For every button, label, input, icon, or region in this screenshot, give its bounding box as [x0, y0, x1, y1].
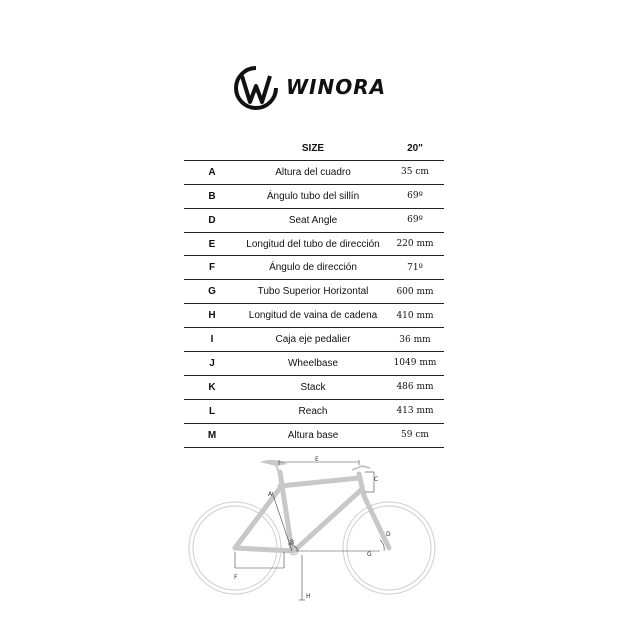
row-label: Longitud de vaina de cadena [248, 310, 378, 322]
table-row [184, 328, 444, 352]
row-key: K [208, 381, 216, 393]
row-key: B [208, 190, 216, 202]
table-row [184, 232, 444, 256]
label-f: F [234, 574, 238, 581]
table-header-row [184, 137, 444, 160]
label-a: A [268, 491, 273, 498]
row-value: 69º [407, 215, 423, 226]
row-value: 71º [407, 262, 423, 273]
brand-wordmark: WINORA [286, 75, 387, 99]
table-row [184, 304, 444, 328]
table-row [184, 375, 444, 399]
row-value: 1049 mm [393, 358, 437, 369]
row-label: Caja eje pedalier [275, 334, 351, 346]
row-label: Ángulo de dirección [269, 262, 357, 274]
label-d: D [386, 531, 391, 538]
table-row [184, 256, 444, 280]
row-label: Altura base [287, 429, 339, 441]
row-label: Seat Angle [288, 214, 338, 226]
row-value: 36 mm [399, 334, 431, 345]
row-key: D [208, 214, 216, 226]
label-b: B [290, 539, 295, 546]
row-value: 220 mm [396, 239, 434, 249]
row-label: Longitud del tubo de dirección [246, 238, 380, 250]
row-key: M [207, 429, 217, 441]
label-h: H [306, 593, 311, 600]
row-value: 59 cm [401, 430, 429, 441]
table-row [184, 423, 444, 447]
row-value: 413 mm [396, 406, 434, 417]
row-key: E [208, 238, 216, 250]
down-tube [294, 490, 361, 551]
seat-stay [235, 488, 280, 548]
table-row [184, 280, 444, 304]
bike-geometry-diagram [184, 452, 446, 604]
row-key: J [209, 357, 215, 369]
row-label: Tubo Superior Horizontal [257, 286, 369, 298]
header-size-value: 20" [386, 137, 444, 160]
table-row [184, 184, 444, 208]
top-tube [280, 478, 359, 486]
geometry-table [184, 137, 444, 448]
row-value: 410 mm [396, 310, 434, 321]
chain-stay [235, 548, 294, 551]
row-label: Stack [300, 381, 326, 393]
header-size-label: SIZE [240, 137, 386, 160]
label-c: C [374, 476, 379, 483]
table-row [184, 160, 444, 184]
table-row [184, 352, 444, 376]
row-value: 600 mm [396, 286, 434, 297]
row-label: Altura del cuadro [275, 166, 351, 178]
table-row [184, 208, 444, 232]
label-e: E [315, 456, 319, 463]
row-key: I [210, 334, 214, 346]
row-value: 35 cm [401, 167, 429, 178]
row-key: L [208, 405, 216, 417]
row-label: Reach [298, 405, 328, 417]
winora-logo [232, 64, 397, 110]
row-key: H [208, 310, 216, 322]
row-key: A [208, 166, 216, 178]
header-key [184, 137, 240, 160]
row-key: G [208, 286, 216, 298]
row-value: 69º [407, 191, 423, 202]
winora-emblem-icon [232, 64, 280, 110]
row-label: Ángulo tubo del sillín [266, 190, 360, 202]
saddle [260, 460, 288, 466]
table-row [184, 399, 444, 423]
row-label: Wheelbase [287, 357, 339, 369]
row-value: 486 mm [396, 382, 434, 393]
row-key: F [208, 262, 216, 274]
label-g: G [367, 551, 372, 558]
